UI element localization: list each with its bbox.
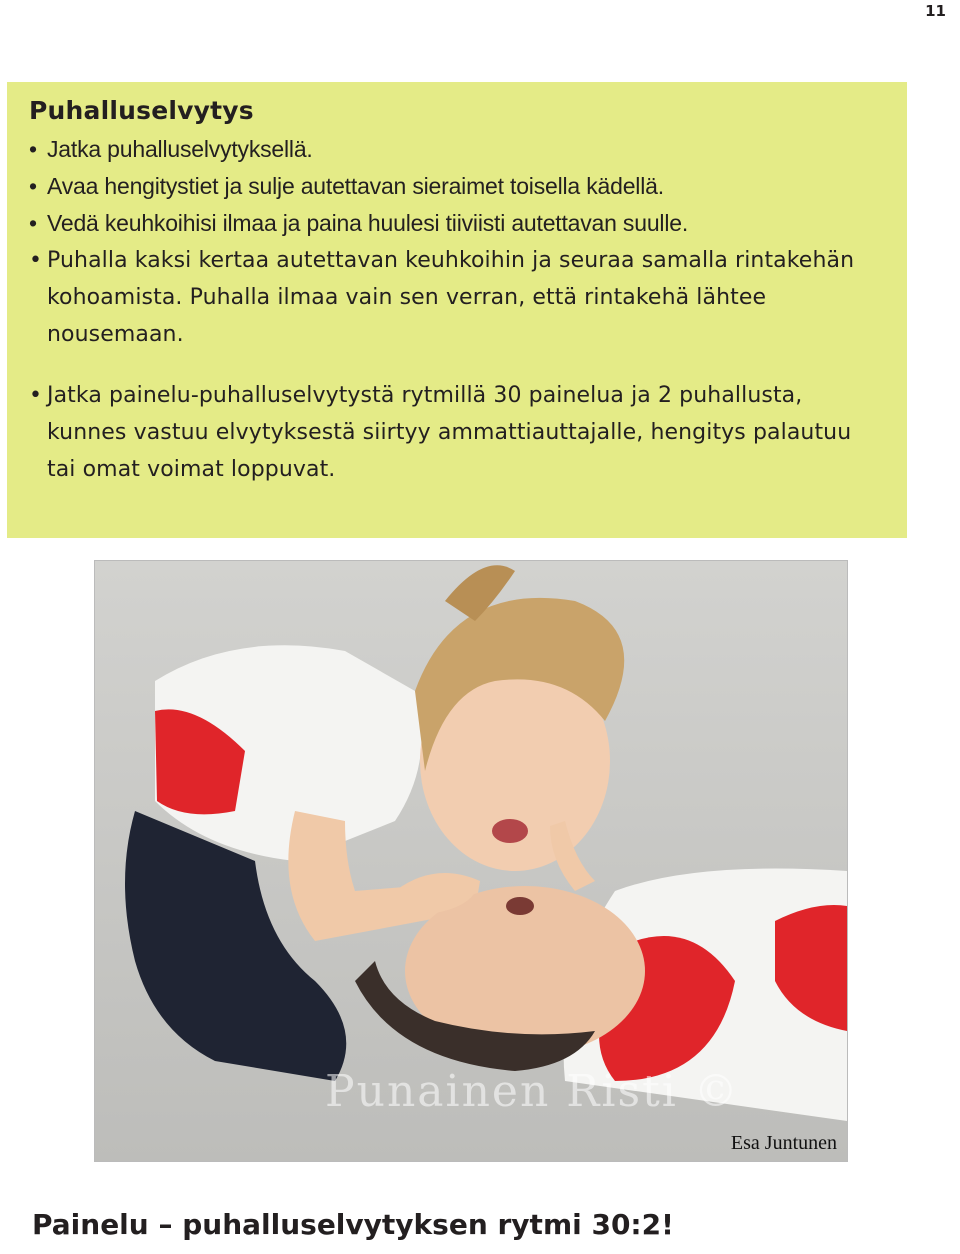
box-title: Puhalluselvytys: [29, 96, 254, 125]
photo-credit: Esa Juntunen: [730, 1132, 837, 1154]
instruction-list: [29, 131, 885, 488]
list-item: • Vedä keuhkoihisi ilmaa ja paina huulesi tiiviisti autettavan suulle.: [29, 205, 885, 242]
list-item: • Avaa hengitystiet ja sulje autettavan sieraimet toisella kädellä.: [29, 168, 885, 205]
list-item: • Jatka puhalluselvytyksellä.: [29, 131, 885, 168]
list-item: • Puhalla kaksi kertaa autettavan keuhkoihin ja seuraa samalla rintakehän kohoamista. Puhalla ilmaa vain sen verran, että rintakehä lähtee nousemaan.: [29, 242, 885, 353]
bottom-caption: Painelu – puhalluselvytyksen rytmi 30:2!: [32, 1208, 674, 1241]
watermark-text: Punainen Risti ©: [325, 1066, 740, 1117]
rescue-breathing-photo: [94, 560, 848, 1162]
list-item: • Jatka painelu-puhalluselvytystä rytmillä 30 painelua ja 2 puhallusta, kunnes vastuu elvytyksestä siirtyy ammattiauttajalle, hengitys palautuu tai omat voimat loppuvat.: [29, 377, 885, 488]
instruction-box: [7, 82, 907, 538]
page-number: 11: [925, 2, 946, 20]
